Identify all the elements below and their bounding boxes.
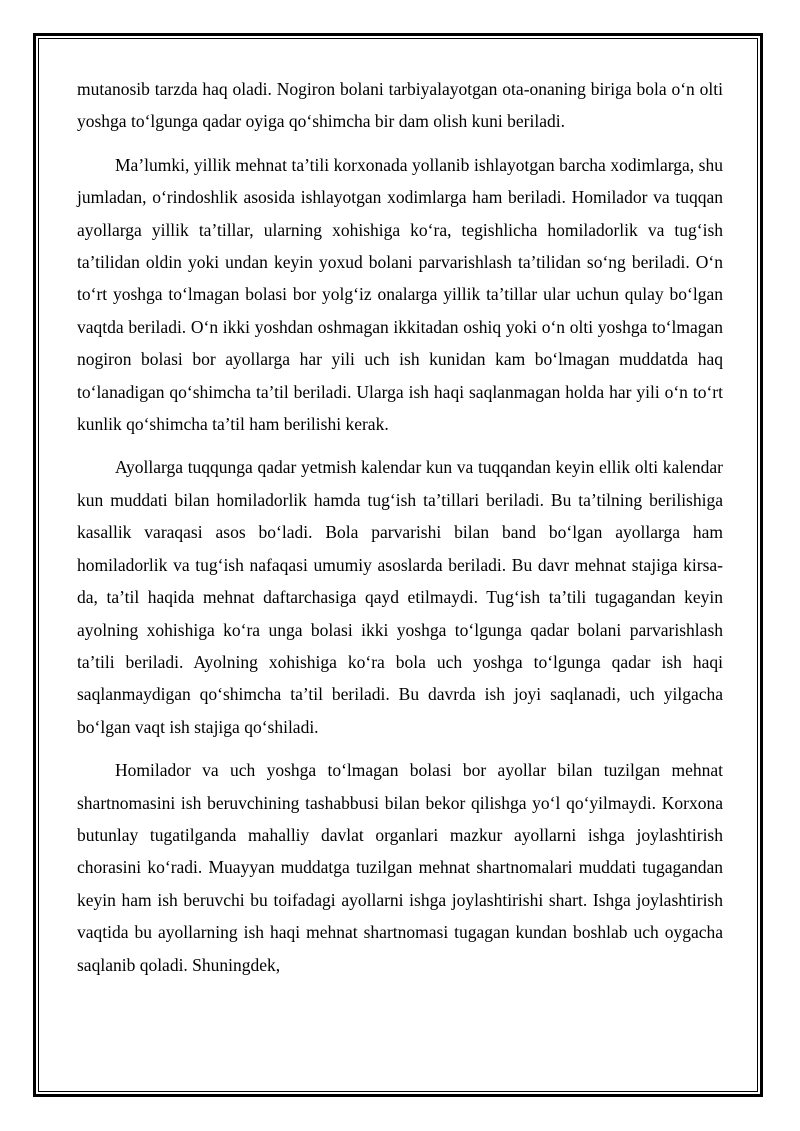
- paragraph-3: Ayollarga tuqqunga qadar yetmish kalendar kun va tuqqandan keyin ellik olti kalendar kun muddati bilan homiladorlik hamda tug‘ish ta’tillari beriladi. Bu ta’tilning berilishiga kasallik varaqasi asos bo‘ladi. Bola parvarishi bilan band bo‘lgan ayollarga ham homiladorlik va tug‘ish nafaqasi umumiy asoslarda beriladi. Bu davr mehnat stajiga kirsa-da, ta’til haqida mehnat daftarchasiga qayd etilmaydi. Tug‘ish ta’tili tugagandan keyin ayolning xohishiga ko‘ra unga bolasi ikki yoshga to‘lgunga qadar bolani parvarishlash ta’tili beriladi. Ayolning xohishiga ko‘ra bola uch yoshga to‘lgunga qadar ish haqi saqlanmaydigan qo‘shimcha ta’til beriladi. Bu davrda ish joyi saqlanadi, uch yilgacha bo‘lgan vaqt ish stajiga qo‘shiladi.: [77, 457, 723, 737]
- paragraph-4: Homilador va uch yoshga to‘lmagan bolasi bor ayollar bilan tuzilgan mehnat shartnomasini ish beruvchining tashabbusi bilan bekor qilishga yo‘l qo‘yilmaydi. Korxona butunlay tugatilganda mahalliy davlat organlari mazkur ayollarni ishga joylashtirish chorasini ko‘radi. Muayyan muddatga tuzilgan mehnat shartnomalari muddati tugagandan keyin ham ish beruvchi bu toifadagi ayollarni ishga joylashtirishi shart. Ishga joylashtirish vaqtida bu ayollarning ish haqi mehnat shartnomasi tugagan kundan boshlab uch oygacha saqlanib qoladi. Shuningdek,: [77, 760, 723, 975]
- paragraph-1: mutanosib tarzda haq oladi. Nogiron bolani tarbiyalayotgan ota-onaning biriga bola o‘n olti yoshga to‘lgunga qadar oyiga qo‘shimcha bir dam olish kuni beriladi.: [77, 79, 723, 132]
- paragraph-2: Ma’lumki, yillik mehnat ta’tili korxonada yollanib ishlayotgan barcha xodimlarga, shu jumladan, o‘rindoshlik asosida ishlayotgan xodimlarga ham beriladi. Homilador va tuqqan ayollarga yillik ta’tillar, ularning xohishiga ko‘ra, tegishlicha homiladorlik va tug‘ish ta’tilidan oldin yoki undan keyin yoxud bolani parvarishlash ta’tilidan so‘ng beriladi. O‘n to‘rt yoshga to‘lmagan bolasi bor yolg‘iz onalarga yillik ta’tillar ular uchun qulay bo‘lgan vaqtda beriladi. O‘n ikki yoshdan oshmagan ikkitadan oshiq yoki o‘n olti yoshga to‘lmagan nogiron bolasi bor ayollarga har yili uch ish kunidan kam bo‘lmagan muddatda haq to‘lanadigan qo‘shimcha ta’til beriladi. Ularga ish haqi saqlanmagan holda har yili o‘n to‘rt kunlik qo‘shimcha ta’til ham berilishi kerak.: [77, 154, 723, 435]
- document-body: [77, 73, 723, 992]
